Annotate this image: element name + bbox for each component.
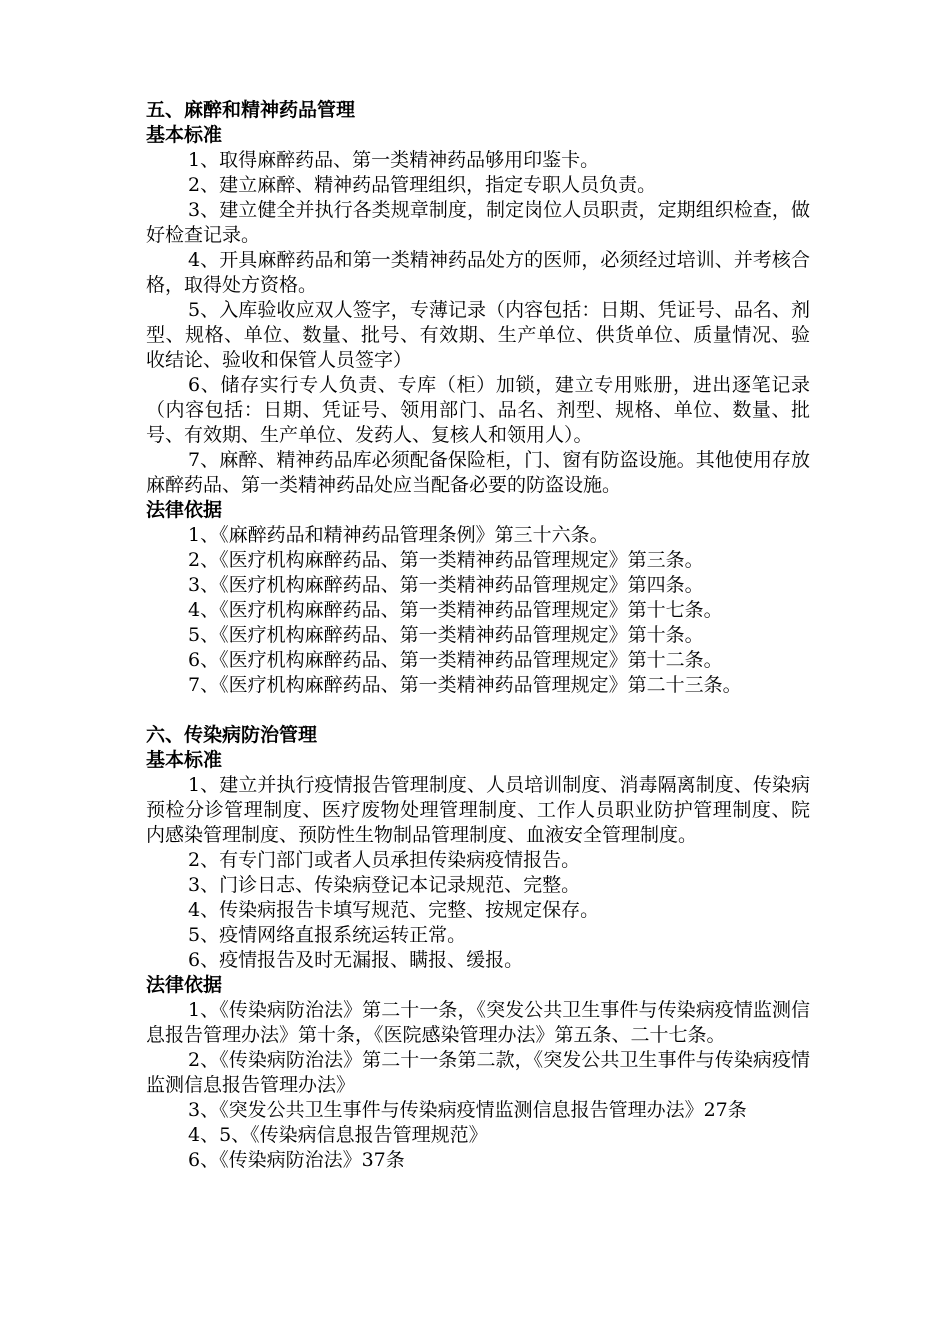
- section-6-standard-item: 4、传染病报告卡填写规范、完整、按规定保存。: [188, 899, 600, 921]
- section-5-standard-item: 1、取得麻醉药品、第一类精神药品够用印鉴卡。: [188, 149, 600, 171]
- section-5-legal-item: 1、《麻醉药品和精神药品管理条例》第三十六条。: [188, 524, 609, 546]
- section-6-standards-heading: 基本标准: [146, 749, 223, 771]
- section-5-standard-item: 6、储存实行专人负责、专库（柜）加锁，建立专用账册，进出逐笔记录（内容包括：日期、凭证号、领用部门、品名、剂型、规格、单位、数量、批号、有效期、生产单位、发药人、复核人和领用人）。: [146, 374, 810, 446]
- section-5-legal-heading: 法律依据: [146, 499, 223, 521]
- section-5-legal-item: 6、《医疗机构麻醉药品、第一类精神药品管理规定》第十二条。: [188, 649, 723, 671]
- section-divider-space: [146, 698, 810, 723]
- section-5-standard-item: 5、入库验收应双人签字，专薄记录（内容包括：日期、凭证号、品名、剂型、规格、单位、数量、批号、有效期、生产单位、供货单位、质量情况、验收结论、验收和保管人员签字）: [146, 299, 810, 371]
- document-page: [146, 98, 810, 1173]
- section-6-standard-item: 6、疫情报告及时无漏报、瞒报、缓报。: [188, 949, 524, 971]
- section-5-standard-item: 2、建立麻醉、精神药品管理组织，指定专职人员负责。: [188, 174, 657, 196]
- section-6-standard-item: 5、疫情网络直报系统运转正常。: [188, 924, 467, 946]
- section-6-legal-item: 3、《突发公共卫生事件与传染病疫情监测信息报告管理办法》27条: [188, 1099, 747, 1121]
- section-6-legal-item: 2、《传染病防治法》第二十一条第二款，《突发公共卫生事件与传染病疫情监测信息报告管理办法》: [146, 1049, 810, 1096]
- section-5-legal-item: 3、《医疗机构麻醉药品、第一类精神药品管理规定》第四条。: [188, 574, 704, 596]
- section-6-legal-item: 1、《传染病防治法》第二十一条，《突发公共卫生事件与传染病疫情监测信息报告管理办法》第十条，《医院感染管理办法》第五条、二十七条。: [146, 999, 810, 1046]
- section-5-standards-heading: 基本标准: [146, 124, 223, 146]
- section-6-legal-item: 6、《传染病防治法》37条: [188, 1149, 405, 1171]
- section-6-standard-item: 3、门诊日志、传染病登记本记录规范、完整。: [188, 874, 581, 896]
- section-5-legal-item: 2、《医疗机构麻醉药品、第一类精神药品管理规定》第三条。: [188, 549, 704, 571]
- section-5-standard-item: 7、麻醉、精神药品库必须配备保险柜，门、窗有防盗设施。其他使用存放麻醉药品、第一类精神药品处应当配备必要的防盗设施。: [146, 449, 810, 496]
- section-5-standard-item: 3、建立健全并执行各类规章制度，制定岗位人员职责，定期组织检查，做好检查记录。: [146, 199, 810, 246]
- section-5-legal-item: 7、《医疗机构麻醉药品、第一类精神药品管理规定》第二十三条。: [188, 674, 742, 696]
- section-6-standard-item: 2、有专门部门或者人员承担传染病疫情报告。: [188, 849, 581, 871]
- section-6-standard-item: 1、建立并执行疫情报告管理制度、人员培训制度、消毒隔离制度、传染病预检分诊管理制度、医疗废物处理管理制度、工作人员职业防护管理制度、院内感染管理制度、预防性生物制品管理制度、血液安全管理制度。: [146, 774, 810, 846]
- section-6-title: 六、传染病防治管理: [146, 724, 318, 746]
- section-6-legal-heading: 法律依据: [146, 974, 223, 996]
- section-5-standard-item: 4、开具麻醉药品和第一类精神药品处方的医师，必须经过培训、并考核合格，取得处方资格。: [146, 249, 810, 296]
- section-5-title: 五、麻醉和精神药品管理: [146, 99, 356, 121]
- section-5-legal-item: 5、《医疗机构麻醉药品、第一类精神药品管理规定》第十条。: [188, 624, 704, 646]
- section-6-legal-item: 4、5、《传染病信息报告管理规范》: [188, 1124, 488, 1146]
- section-5-legal-item: 4、《医疗机构麻醉药品、第一类精神药品管理规定》第十七条。: [188, 599, 723, 621]
